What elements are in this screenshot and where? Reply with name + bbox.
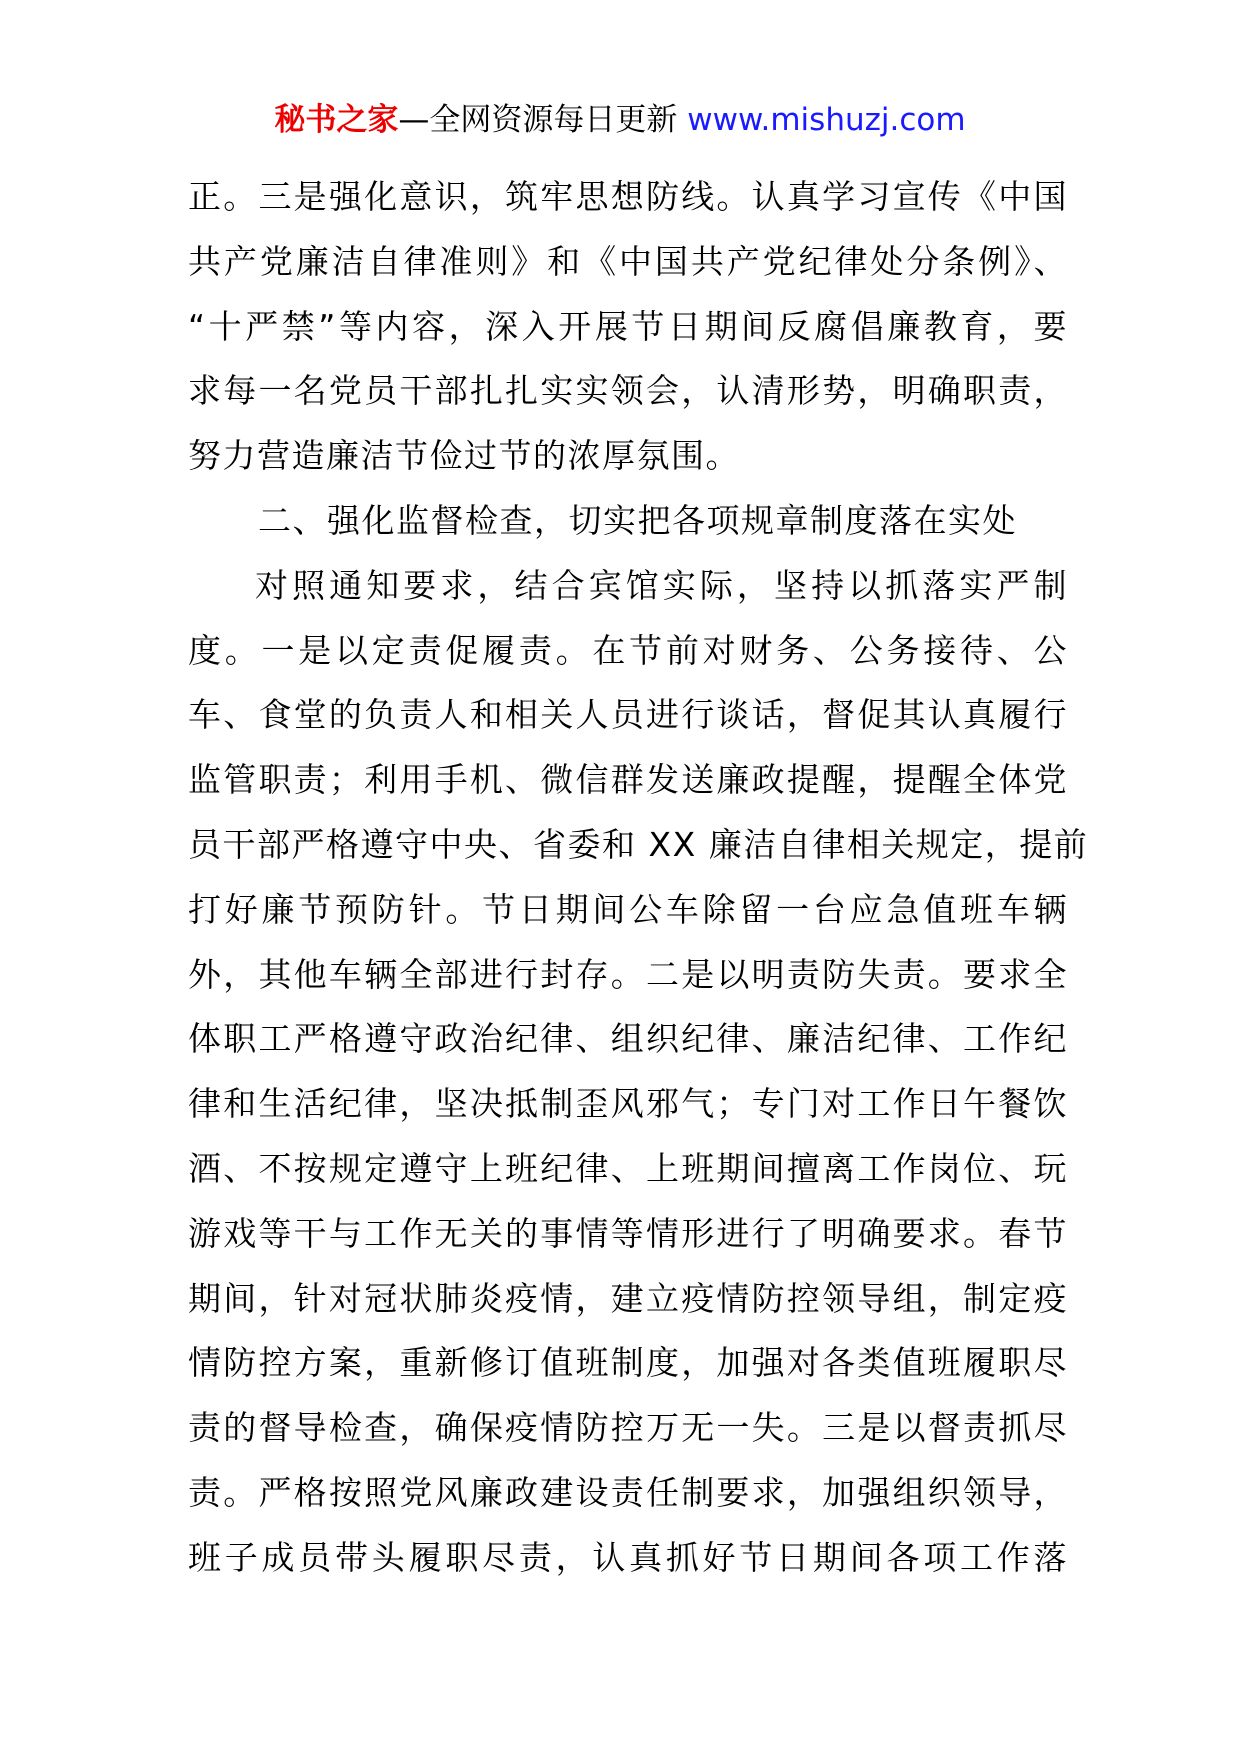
body-line: 外，其他车辆全部进行封存。二是以明责防失责。要求全 <box>188 954 1068 994</box>
body-line: 监管职责；利用手机、微信群发送廉政提醒，提醒全体党 <box>188 760 1068 800</box>
body-line: 游戏等干与工作无关的事情等情形进行了明确要求。春节 <box>188 1213 1068 1253</box>
body-line: 员干部严格遵守中央、省委和 XX 廉洁自律相关规定，提前 <box>188 824 1089 864</box>
body-line: 班子成员带头履职尽责，认真抓好节日期间各项工作落 <box>188 1537 1068 1577</box>
site-tagline: —全网资源每日更新 <box>398 102 688 138</box>
body-line: 求每一名党员干部扎扎实实领会，认清形势，明确职责， <box>188 371 1068 411</box>
site-url-link[interactable]: www.mishuzj.com <box>687 102 966 138</box>
body-line: “十严禁”等内容，深入开展节日期间反腐倡廉教育，要 <box>188 306 1068 346</box>
body-line: 度。一是以定责促履责。在节前对财务、公务接待、公 <box>188 630 1068 670</box>
body-line: 情防控方案，重新修订值班制度，加强对各类值班履职尽 <box>188 1343 1068 1383</box>
body-line: 正。三是强化意识，筑牢思想防线。认真学习宣传《中国 <box>188 177 1068 216</box>
site-brand: 秘书之家 <box>274 102 399 138</box>
site-header <box>0 100 1240 140</box>
body-line: 律和生活纪律，坚决抵制歪风邪气；专门对工作日午餐饮 <box>188 1084 1068 1124</box>
body-line: 车、食堂的负责人和相关人员进行谈话，督促其认真履行 <box>188 695 1068 735</box>
section-heading: 二、强化监督检查，切实把各项规章制度落在实处 <box>258 500 1017 540</box>
body-line: 期间，针对冠状肺炎疫情，建立疫情防控领导组，制定疫 <box>188 1278 1068 1318</box>
body-line: 体职工严格遵守政治纪律、组织纪律、廉洁纪律、工作纪 <box>188 1019 1068 1059</box>
body-line: 责的督导检查，确保疫情防控万无一失。三是以督责抓尽 <box>188 1408 1068 1448</box>
document-body <box>188 165 1089 1591</box>
body-line: 努力营造廉洁节俭过节的浓厚氛围。 <box>188 436 740 476</box>
body-line: 打好廉节预防针。节日期间公车除留一台应急值班车辆 <box>188 889 1068 929</box>
body-line: 对照通知要求，结合宾馆实际，坚持以抓落实严制 <box>255 565 1068 605</box>
body-line: 酒、不按规定遵守上班纪律、上班期间擅离工作岗位、玩 <box>188 1148 1068 1188</box>
body-line: 责。严格按照党风廉政建设责任制要求，加强组织领导， <box>188 1472 1068 1512</box>
body-line: 共产党廉洁自律准则》和《中国共产党纪律处分条例》、 <box>188 241 1068 281</box>
